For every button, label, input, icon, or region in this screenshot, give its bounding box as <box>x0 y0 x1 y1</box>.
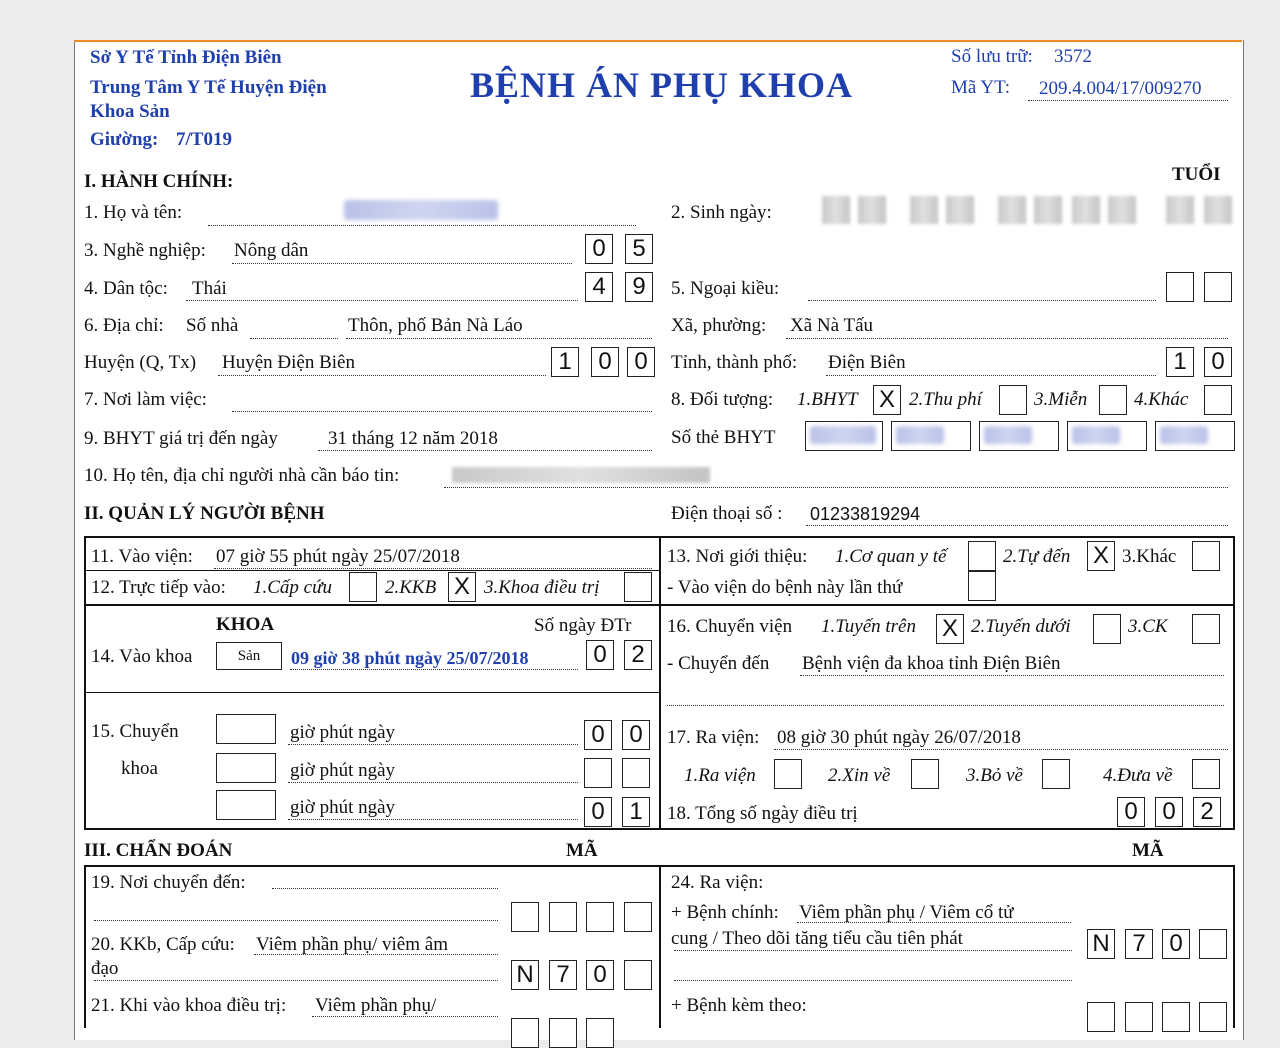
main-dx-label: + Bệnh chính: <box>671 902 779 923</box>
kkb-value-cont: đạo <box>91 958 119 979</box>
bhyt-value: 31 tháng 12 năm 2018 <box>328 428 498 449</box>
page-top-border <box>74 40 1242 42</box>
transfer-ward-1 <box>216 714 276 744</box>
referral-label: 13. Nơi giới thiệu: <box>667 546 808 567</box>
job-label: 3. Nghề nghiệp: <box>84 240 206 261</box>
name-redacted <box>344 200 498 220</box>
dob-label: 2. Sinh ngày: <box>671 202 772 223</box>
kkb-code-1: N <box>511 960 539 990</box>
section-1-heading: I. HÀNH CHÍNH: <box>84 171 234 192</box>
ma-yt-value: 209.4.004/17/009270 <box>1039 78 1202 99</box>
main-dx-code-4 <box>1199 929 1227 959</box>
transfer-days-2b <box>622 758 650 788</box>
dest-code-2 <box>549 902 577 932</box>
ward-label: 14. Vào khoa <box>91 646 193 667</box>
discharge-opt-1: 1.Ra viện <box>684 765 756 786</box>
direct-opt-2: 2.KKB <box>385 577 437 598</box>
bed-value: 7/T019 <box>176 129 232 150</box>
main-dx-value-cont: cung / Theo dõi tăng tiểu cầu tiên phát <box>671 928 963 949</box>
district-value: Huyện Điện Biên <box>222 352 355 373</box>
transfer-days-2a <box>584 758 612 788</box>
foreign-code-1 <box>1166 272 1194 302</box>
ethnic-code-2: 9 <box>625 272 653 302</box>
province-value: Điện Biên <box>828 352 906 373</box>
ward-dx-code-3 <box>586 1018 614 1048</box>
house-label: Số nhà <box>186 315 239 336</box>
discharge-box-1 <box>774 759 802 789</box>
referral-box-1 <box>968 541 996 571</box>
district-label: Huyện (Q, Tx) <box>84 352 197 373</box>
object-opt-4: 4.Khác <box>1134 389 1189 410</box>
transfer-ward-3 <box>216 790 276 820</box>
ward-time: 09 giờ 38 phút ngày 25/07/2018 <box>291 648 529 668</box>
move-to-value: Bệnh viện đa khoa tỉnh Điện Biên <box>802 653 1061 674</box>
total-days-label: 18. Tổng số ngày điều trị <box>667 803 858 824</box>
referral-opt-2: 2.Tự đến <box>1003 546 1071 567</box>
discharge-box-4 <box>1192 759 1220 789</box>
direct-box-1 <box>349 572 377 602</box>
main-dx-code-1: N <box>1087 929 1115 959</box>
referral-box-3 <box>1192 541 1220 571</box>
bhyt-label: 9. BHYT giá trị đến ngày <box>84 428 278 449</box>
village-value: Thôn, phố Bản Nà Láo <box>348 315 523 336</box>
ward-dx-code-1 <box>511 1018 539 1048</box>
move-opt-1: 1.Tuyến trên <box>821 616 916 637</box>
move-to-label: - Chuyển đến <box>667 653 770 674</box>
district-code-1: 1 <box>551 347 579 377</box>
dept-line-3: Khoa Sản <box>90 101 170 122</box>
dest-code-3 <box>586 902 614 932</box>
discharge-opt-3: 3.Bỏ về <box>966 765 1023 786</box>
phone-label: Điện thoại số : <box>671 503 783 524</box>
discharge-dx-label: 24. Ra viện: <box>671 872 764 893</box>
object-opt-3: 3.Miễn <box>1034 389 1088 410</box>
dept-line-2: Trung Tâm Y Tế Huyện Điện <box>90 77 327 98</box>
ethnic-value: Thái <box>192 278 227 299</box>
province-label: Tỉnh, thành phố: <box>671 352 798 373</box>
ward-dx-label: 21. Khi vào khoa điều trị: <box>91 995 287 1016</box>
ma-yt-label: Mã YT: <box>951 77 1011 98</box>
dest-code-4 <box>624 902 652 932</box>
object-label: 8. Đối tượng: <box>671 389 774 410</box>
main-dx-code-2: 7 <box>1125 929 1153 959</box>
discharge-opt-4: 4.Đưa về <box>1103 765 1173 786</box>
transfer-time-3: giờ phút ngày <box>290 797 396 818</box>
ethnic-label: 4. Dân tộc: <box>84 278 168 299</box>
transfer-label-2: khoa <box>121 758 158 779</box>
move-opt-3: 3.CK <box>1128 616 1168 637</box>
ward-dx-value: Viêm phần phụ/ <box>315 995 437 1016</box>
transfer-days-1b: 0 <box>622 720 650 750</box>
form-title: BỆNH ÁN PHỤ KHOA <box>470 65 854 105</box>
commune-value: Xã Nà Tấu <box>790 315 874 336</box>
name-label: 1. Họ và tên: <box>84 202 183 223</box>
phone-value: 01233819294 <box>810 504 921 524</box>
kkb-label: 20. KKb, Cấp cứu: <box>91 934 235 955</box>
times-box <box>968 571 996 601</box>
province-code-1: 1 <box>1166 347 1194 377</box>
workplace-label: 7. Nơi làm việc: <box>84 389 207 410</box>
ward-days-1: 0 <box>586 640 614 670</box>
age-heading: TUỔI <box>1172 164 1221 185</box>
admission-value: 07 giờ 55 phút ngày 25/07/2018 <box>216 546 460 567</box>
section-3-heading: III. CHẨN ĐOÁN <box>84 840 233 861</box>
direct-opt-3: 3.Khoa điều trị <box>484 577 600 598</box>
object-opt-2: 2.Thu phí <box>909 389 982 410</box>
main-dx-value: Viêm phần phụ / Viêm cổ tử <box>799 902 1014 923</box>
dept-line-1: Sở Y Tế Tỉnh Điện Biên <box>90 47 282 68</box>
district-code-3: 0 <box>627 347 655 377</box>
referral-opt-1: 1.Cơ quan y tế <box>835 546 947 567</box>
move-box-1: X <box>936 614 964 644</box>
discharge-opt-2: 2.Xin về <box>828 765 891 786</box>
total-days-2: 0 <box>1155 797 1183 827</box>
transfer-days-3a: 0 <box>584 797 612 827</box>
direct-opt-1: 1.Cấp cứu <box>253 577 332 598</box>
direct-label: 12. Trực tiếp vào: <box>91 577 226 598</box>
ward-dx-code-2 <box>549 1018 577 1048</box>
commune-label: Xã, phường: <box>671 315 767 336</box>
transfer-ward-2 <box>216 753 276 783</box>
foreign-code-2 <box>1204 272 1232 302</box>
archive-label: Số lưu trữ: <box>951 46 1033 67</box>
bed-label: Giường: <box>90 129 159 150</box>
object-opt-1: 1.BHYT <box>797 389 858 410</box>
discharge-label: 17. Ra viện: <box>667 727 760 748</box>
object-box-3 <box>1099 385 1127 415</box>
transfer-dest-label: 19. Nơi chuyển đến: <box>91 872 246 893</box>
province-code-2: 0 <box>1204 347 1232 377</box>
admission-label: 11. Vào viện: <box>91 546 193 567</box>
direct-box-2: X <box>448 572 476 602</box>
referral-opt-3: 3.Khác <box>1122 546 1177 567</box>
main-dx-code-3: 0 <box>1162 929 1190 959</box>
job-value: Nông dân <box>234 240 309 261</box>
ward-days-2: 2 <box>624 640 652 670</box>
times-label: - Vào viện do bệnh này lần thứ <box>667 577 903 598</box>
code-heading-right: MÃ <box>1132 840 1164 861</box>
section-2-heading: II. QUẢN LÝ NGƯỜI BỆNH <box>84 503 325 524</box>
foreign-label: 5. Ngoại kiều: <box>671 278 780 299</box>
move-label: 16. Chuyển viện <box>667 616 793 637</box>
address-label: 6. Địa chỉ: <box>84 315 164 336</box>
kkb-code-3: 0 <box>586 960 614 990</box>
total-days-1: 0 <box>1117 797 1145 827</box>
kkb-code-4 <box>624 960 652 990</box>
object-box-1: X <box>873 385 901 415</box>
archive-value: 3572 <box>1054 46 1092 67</box>
job-code-2: 5 <box>625 234 653 264</box>
days-heading: Số ngày ĐTr <box>534 615 632 636</box>
referral-box-2: X <box>1087 541 1115 571</box>
district-code-2: 0 <box>591 347 619 377</box>
kkb-value: Viêm phần phụ/ viêm âm <box>256 934 448 955</box>
transfer-days-1a: 0 <box>584 720 612 750</box>
code-heading-left: MÃ <box>566 840 598 861</box>
move-box-3 <box>1192 614 1220 644</box>
discharge-box-2 <box>911 759 939 789</box>
direct-box-3 <box>624 572 652 602</box>
move-opt-2: 2.Tuyến dưới <box>971 616 1071 637</box>
job-code-1: 0 <box>585 234 613 264</box>
side-dx-label: + Bệnh kèm theo: <box>671 995 807 1016</box>
transfer-days-3b: 1 <box>622 797 650 827</box>
transfer-time-2: giờ phút ngày <box>290 760 396 781</box>
kkb-code-2: 7 <box>549 960 577 990</box>
total-days-3: 2 <box>1193 797 1221 827</box>
object-box-2 <box>999 385 1027 415</box>
move-box-2 <box>1093 614 1121 644</box>
discharge-value: 08 giờ 30 phút ngày 26/07/2018 <box>777 727 1021 748</box>
card-label: Số thẻ BHYT <box>671 427 776 448</box>
transfer-label: 15. Chuyển <box>91 721 179 742</box>
object-box-4 <box>1204 385 1232 415</box>
khoa-heading: KHOA <box>216 614 275 635</box>
discharge-box-3 <box>1042 759 1070 789</box>
ethnic-code-1: 4 <box>585 272 613 302</box>
transfer-time-1: giờ phút ngày <box>290 722 396 743</box>
dest-code-1 <box>511 902 539 932</box>
relative-label: 10. Họ tên, địa chỉ người nhà cần báo tin: <box>84 465 400 486</box>
relative-redacted <box>452 467 710 483</box>
ward-value: Sản <box>216 642 282 670</box>
